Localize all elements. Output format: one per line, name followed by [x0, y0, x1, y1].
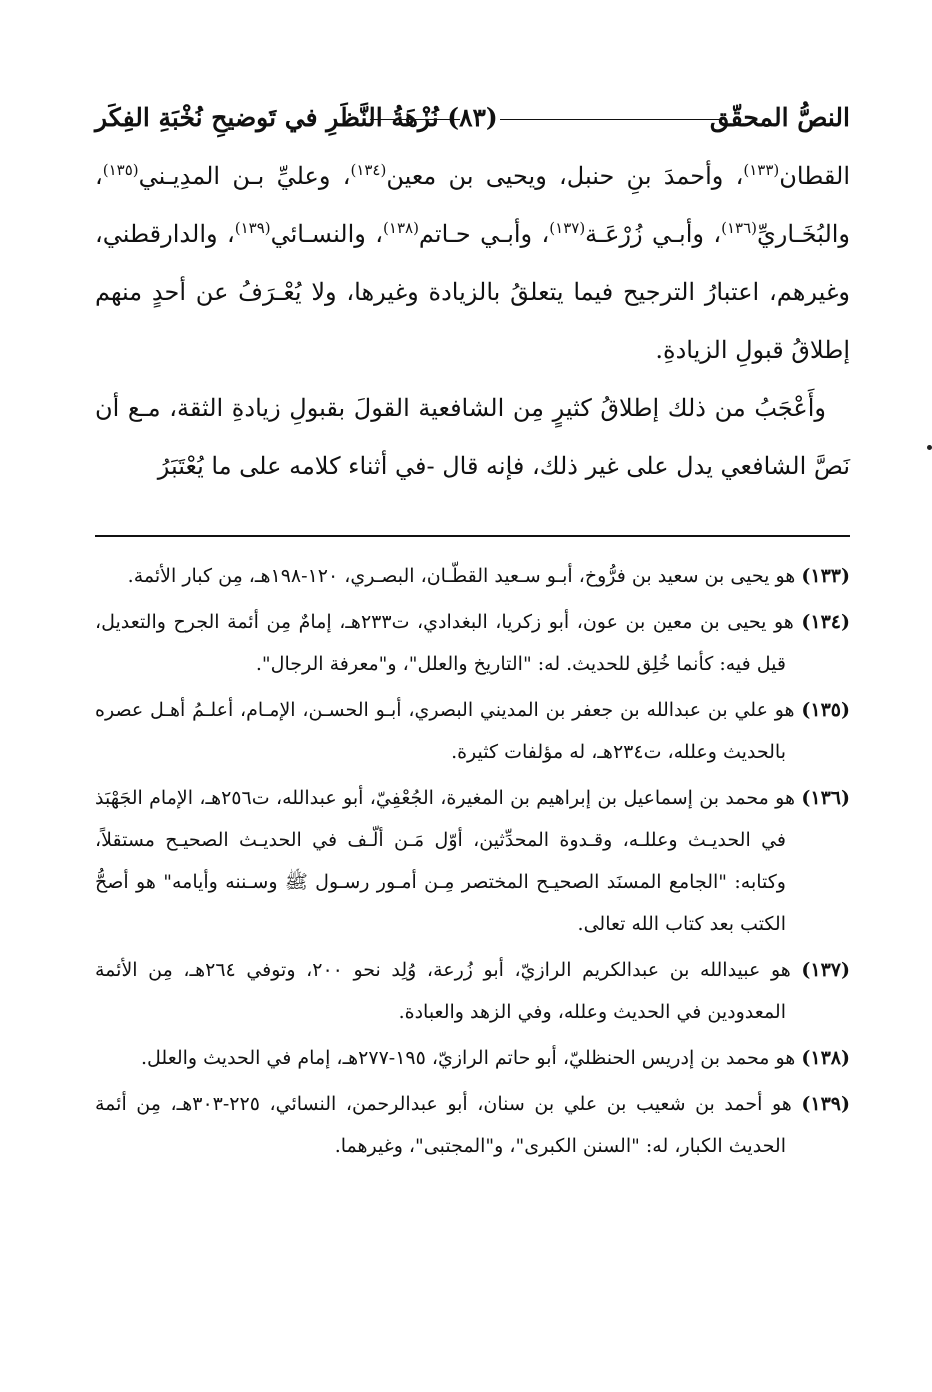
footnote-number: (١٣٣) — [801, 565, 850, 587]
header-section-title: النصُّ المحقّق — [709, 103, 850, 132]
running-header — [95, 95, 850, 141]
footnote-separator — [95, 535, 850, 537]
paragraph-2: وأَعْجَبُ من ذلك إطلاقُ كثيرٍ مِن الشافعية القولَ بقبولِ زيادةِ الثقة، مـع أن نَصَّ الشافعي يدل على غير ذلك، فإنه قال -في أثناء كلامه على ما يُعْتَبَرُ — [95, 394, 850, 480]
header-rule-right — [500, 119, 720, 120]
footnote-ref-137[interactable]: (١٣٧) — [549, 219, 586, 237]
footnote-text: هو عبيدالله بن عبدالكريم الرازيّ، أبو زُرعة، وُلِد نحو ٢٠٠، وتوفي ٢٦٤هـ، مِن الأئمة المعدودين في الحديث وعلله، وفي الزهد والعبادة. — [95, 959, 791, 1023]
text-run: ، وأبـي زُرْعَـة — [585, 220, 722, 248]
footnote-ref-134[interactable]: (١٣٤) — [350, 161, 387, 179]
footnote-text: هو محمد بن إدريس الحنظليّ، أبو حاتم الرازيّ، ١٩٥-٢٧٧هـ، إمام في الحديث والعلل. — [140, 1047, 796, 1069]
footnote-ref-139[interactable]: (١٣٩) — [234, 219, 271, 237]
footnote-item — [95, 689, 850, 773]
footnote-item — [95, 777, 850, 945]
text-run: القطان — [779, 162, 850, 190]
footnote-item — [95, 601, 850, 685]
footnote-text: هو يحيى بن معين بن عون، أبو زكريا، البغدادي، ت٢٣٣هـ، إمامٌ مِن أئمة الجرح والتعديل، قيل فيه: كأنما خُلِق للحديث. له: "التاريخ والعلل"، و"معرفة الرجال". — [95, 611, 794, 675]
footnote-item — [95, 949, 850, 1033]
header-book-title: نُزْهَةُ النَّظَرِ في تَوضيحِ نُخْبَةِ الفِكَر — [95, 103, 439, 132]
footnote-item — [95, 555, 850, 597]
footnote-number: (١٣٩) — [801, 1093, 850, 1115]
text-run: ، والبُخَـاريِّ — [95, 162, 851, 248]
paragraph-1 — [95, 147, 850, 379]
scan-speck — [927, 445, 932, 450]
footnote-ref-136[interactable]: (١٣٦) — [721, 219, 757, 237]
text-run: ، والنسـائي — [270, 220, 384, 248]
text-run: ، وأحمدَ بنِ حنبل، ويحيى بن معين — [386, 162, 744, 190]
footnote-ref-133[interactable]: (١٣٣) — [743, 161, 780, 179]
footnote-text: هو علي بن عبدالله بن جعفر بن المديني البصري، أبـو الحسـن، الإمـام، أعلـمُ أهـل عصره بالحديث وعلله، ت٢٣٤هـ، له مؤلفات كثيرة. — [95, 699, 795, 763]
footnote-ref-138[interactable]: (١٣٨) — [383, 219, 419, 237]
footnote-item — [95, 1083, 850, 1167]
footnote-number: (١٣٧) — [801, 959, 850, 981]
page — [95, 95, 850, 1171]
footnote-text: هو يحيى بن سعيد بن فرُّوخ، أبـو سـعيد القطّـان، البصـري، ١٢٠-١٩٨هـ، مِن كبار الأئمة. — [127, 565, 796, 587]
page-number: (٨٣) — [447, 103, 498, 132]
text-run: ، وأبـي حـاتم — [418, 220, 550, 248]
footnote-text: هو محمد بن إسماعيل بن إبراهيم بن المغيرة، الجُعْفِيّ، أبو عبدالله، ت٢٥٦هـ، الإمام الجَهْبَذ في الحديـث وعللـه، وقـدوة المحدِّثين، أوّل مَـن ألّـف في الحديـث الصحيـح مستقلاً، وكتابه: "الجامع المسنَد الصحيـح المختصر مِـن أمـور رسـول ﷺ وسـننه وأيامه" هو أصحُّ الكتب بعد كتاب الله تعالى. — [95, 787, 795, 935]
footnote-number: (١٣٦) — [801, 787, 850, 809]
footnote-item — [95, 1037, 850, 1079]
main-text — [95, 147, 850, 495]
footnote-number: (١٣٨) — [801, 1047, 850, 1069]
text-run: ، والدارقطني، وغيرهم، اعتبارُ الترجيح فيما يتعلقُ بالزيادة وغيرها، ولا يُعْـرَفُ عن أحدٍ منهم إطلاقُ قبولِ الزيادةِ. — [95, 220, 851, 364]
footnote-number: (١٣٥) — [801, 699, 850, 721]
footnotes — [95, 555, 850, 1167]
text-run: ، وعليِّ بـن المدِيـني — [138, 162, 351, 190]
footnote-number: (١٣٤) — [801, 611, 850, 633]
footnote-text: هو أحمد بن شعيب بن علي بن سنان، أبو عبدالرحمن، النسائي، ٢٢٥-٣٠٣هـ، مِن أئمة الحديث الكبار، له: "السنن الكبرى"، و"المجتبى"، وغيرهما. — [95, 1093, 792, 1157]
footnote-ref-135[interactable]: (١٣٥) — [102, 161, 139, 179]
